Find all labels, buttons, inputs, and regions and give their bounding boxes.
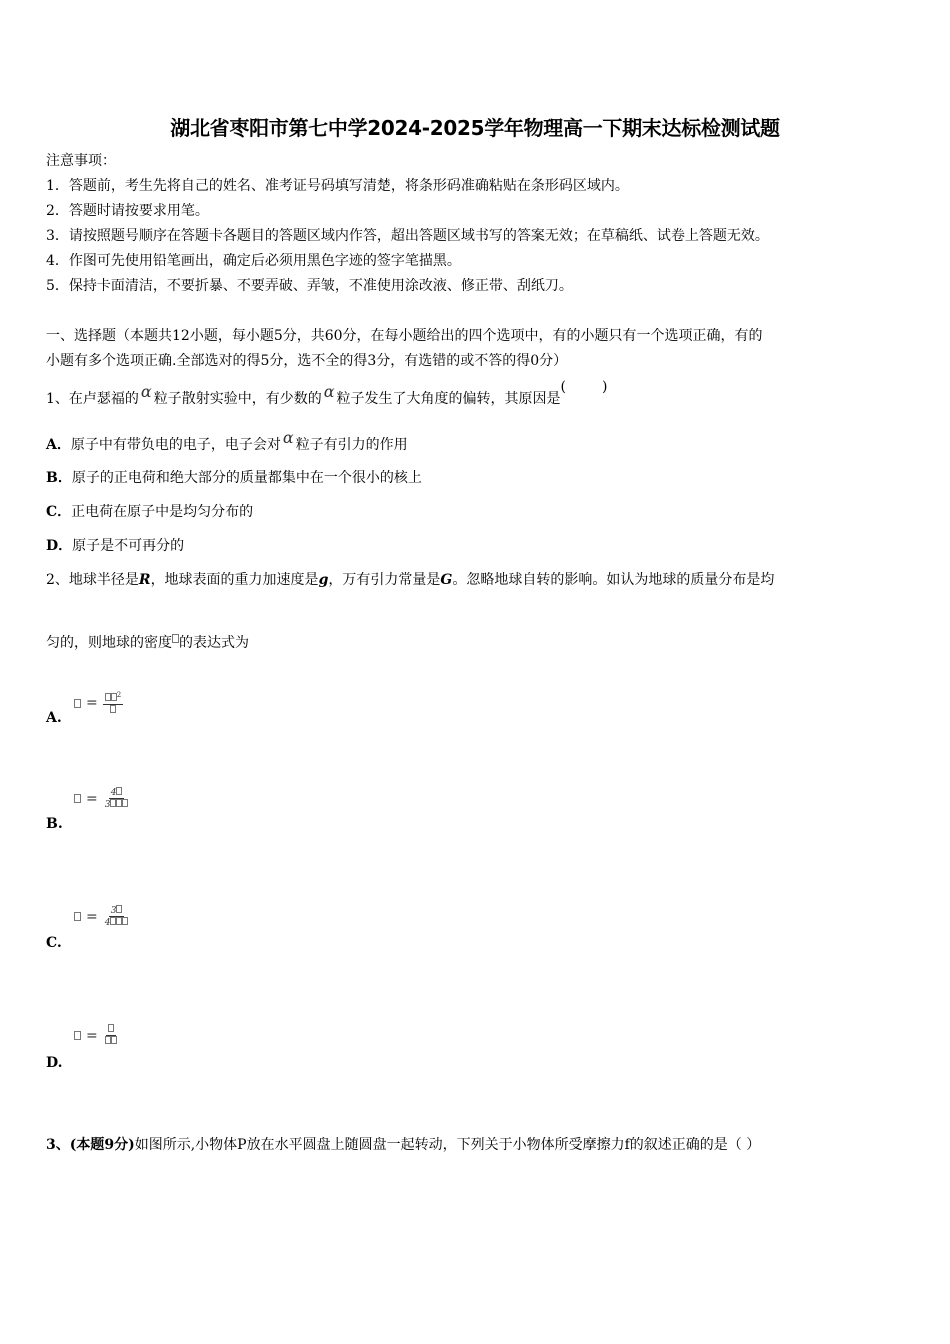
fraction: 2: [103, 690, 123, 716]
alpha-symbol: α: [323, 382, 335, 401]
question-text: 。忽略地球自转的影响。如认为地球的质量分布是均: [452, 572, 775, 588]
section-heading: 一、选择题（本题共12小题，每小题5分，共60分，在每小题给出的四个选项中，有的小题只有一个选项正确，有的: [46, 328, 763, 344]
question-text: 如图所示,小物体P放在水平圆盘上随圆盘一起转动，下列关于小物体所受摩擦力f的叙述正确的是（ ）: [134, 1137, 761, 1153]
formula-d: [74, 1024, 119, 1047]
option-text: 原子的正电荷和绝大部分的质量都集中在一个很小的核上: [71, 470, 422, 486]
question-text: 2、地球半径是: [46, 572, 139, 588]
option-letter: D．: [46, 538, 73, 554]
notice-item: 3．请按照题号顺序在答题卡各题目的答题区域内作答，超出答题区域书写的答案无效；在草稿纸、试卷上答题无效。: [46, 228, 769, 244]
question-3: [46, 1136, 760, 1154]
question-text: 粒子发生了大角度的偏转，其原因是: [336, 391, 561, 407]
missing-glyph-box: [74, 1031, 81, 1040]
var-G: G: [440, 572, 453, 588]
question-text: ，万有引力常量是: [328, 572, 441, 588]
missing-glyph-box: [74, 794, 81, 803]
question-2-cont: [46, 634, 249, 652]
question-text: ，地球表面的重力加速度是: [150, 572, 319, 588]
question-text: 粒子散射实验中，有少数的: [153, 391, 322, 407]
equals-sign: =: [86, 908, 98, 925]
option-letter: B．: [46, 470, 72, 486]
option-text: 正电荷在原子中是均匀分布的: [71, 504, 254, 520]
option-text: 粒子有引力的作用: [295, 437, 408, 453]
equals-sign: =: [86, 790, 98, 807]
formula-a: [74, 690, 123, 716]
notice-heading: 注意事项：: [46, 153, 116, 169]
option-letter-a: A.: [46, 710, 62, 726]
question-2: [46, 571, 774, 589]
missing-glyph-box: [172, 634, 179, 643]
equals-sign: =: [86, 695, 98, 711]
notice-item: 1．答题前，考生先将自己的姓名、准考证号码填写清楚，将条形码准确粘贴在条形码区域内。: [46, 178, 629, 194]
question-text: 匀的，则地球的密度: [46, 635, 172, 651]
option-b: [46, 469, 422, 487]
page-title: 湖北省枣阳市第七中学2024-2025学年物理高一下期末达标检测试题: [170, 116, 780, 140]
answer-bracket: ( ): [560, 379, 608, 395]
option-c: [46, 503, 253, 521]
formula-c: [74, 905, 130, 928]
option-letter: A．: [46, 437, 71, 453]
option-text: 原子中有带负电的电子，电子会对: [70, 437, 281, 453]
alpha-symbol: α: [282, 428, 294, 447]
question-text: 的表达式为: [179, 635, 249, 651]
var-R: R: [138, 572, 151, 588]
option-a: [46, 428, 408, 454]
fraction: $\frac{4}{3}$: [103, 787, 131, 810]
option-letter: C．: [46, 504, 72, 520]
fraction: $\frac{3}{4}$: [103, 905, 131, 928]
notice-item: 2．答题时请按要求用笔。: [46, 203, 209, 219]
missing-glyph-box: [74, 699, 81, 708]
missing-glyph-box: [74, 912, 81, 921]
equals-sign: =: [86, 1027, 98, 1044]
alpha-symbol: α: [140, 382, 152, 401]
question-1: [46, 379, 608, 408]
option-letter-c: C.: [46, 935, 62, 951]
var-g: g: [318, 572, 329, 588]
option-text: 原子是不可再分的: [72, 538, 185, 554]
fraction: [103, 1024, 119, 1047]
notice-item: 4．作图可先使用铅笔画出，确定后必须用黑色字迹的签字笔描黑。: [46, 253, 461, 269]
option-d: [46, 537, 184, 555]
formula-b: [74, 787, 130, 810]
option-letter-d: D.: [46, 1055, 63, 1071]
question-text: 1、在卢瑟福的: [46, 391, 139, 407]
question-prefix: 3、(本题9分): [46, 1137, 135, 1153]
option-letter-b: B.: [46, 816, 63, 832]
notice-item: 5．保持卡面清洁，不要折暴、不要弄破、弄皱，不准使用涂改液、修正带、刮纸刀。: [46, 278, 573, 294]
section-heading-cont: 小题有多个选项正确.全部选对的得5分，选不全的得3分，有选错的或不答的得0分）: [46, 353, 568, 369]
